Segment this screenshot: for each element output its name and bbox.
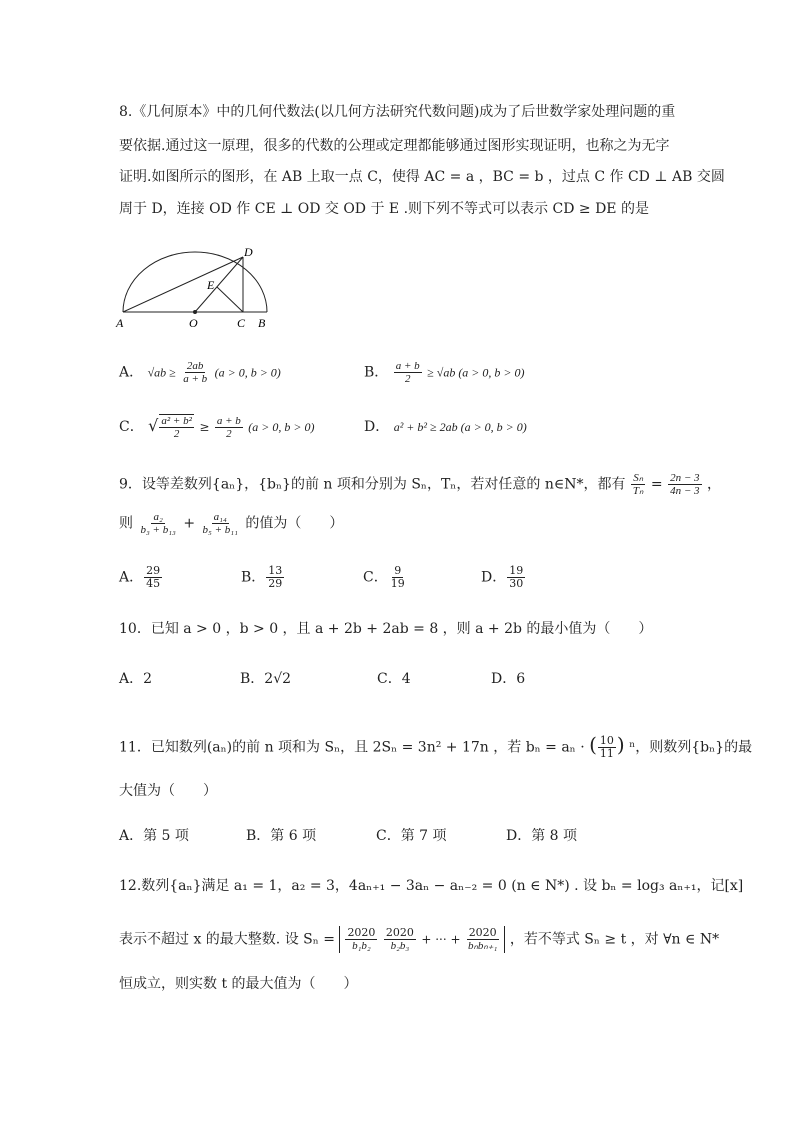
q9-option-b[interactable] xyxy=(241,565,285,590)
q12-term-1: $\frac{2020}{\text{b₁b₂}}$ xyxy=(347,926,376,952)
q8-line-2: 要依据.通过这一原理，很多的代数的公理或定理都能够通过图形实现证明，也称之为无字 xyxy=(119,138,670,154)
q10-option-d[interactable] xyxy=(491,670,525,688)
option-label: C． xyxy=(377,671,402,687)
segment-od xyxy=(195,257,243,312)
option-label: A． xyxy=(119,671,144,687)
option-label: B． xyxy=(364,364,389,381)
label-b: B xyxy=(258,316,266,330)
q11-option-c[interactable]: C．第 7 项 xyxy=(376,828,447,844)
q8-option-d[interactable] xyxy=(364,418,527,436)
q8-line-3: 证明.如图所示的图形，在 AB 上取一点 C，使得 AC = a ，BC = b ，过点 C 作 CD ⊥ AB 交圆 xyxy=(119,169,725,185)
option-a-fraction: $\frac{2ab}{a + b}$ xyxy=(183,360,208,385)
q8-option-b[interactable] xyxy=(364,360,525,385)
q9-equals: = xyxy=(650,476,663,493)
q9-term-1: $\frac{\text{a₂}}{\text{b₃ + b₁₃}}$ xyxy=(140,511,176,536)
q11-option-b[interactable]: B．第 6 项 xyxy=(246,828,317,844)
q11-option-a[interactable]: A．第 5 项 xyxy=(119,828,189,844)
option-label: C． xyxy=(119,419,144,435)
q9-option-d[interactable] xyxy=(481,565,526,590)
segment-ce xyxy=(217,287,243,312)
semicircle-arc xyxy=(123,252,267,312)
option-fraction: $\frac{29}{45}$ xyxy=(146,564,161,590)
q12-dots: + ··· + xyxy=(421,932,461,947)
option-c-fraction: $\frac{a + b}{2}$ xyxy=(216,414,241,440)
paren-close: ) xyxy=(616,732,625,757)
option-a-condition: (a > 0, b > 0) xyxy=(214,365,281,380)
option-value: 4 xyxy=(401,671,411,687)
q9-option-c[interactable] xyxy=(363,565,408,590)
option-label: B． xyxy=(240,671,265,687)
q8-option-c[interactable] xyxy=(119,414,314,440)
option-a-left: √ab ≥ xyxy=(147,365,176,380)
q9-term-2: $\frac{\text{a₁₄}}{\text{b₅ + b₁₁}}$ xyxy=(202,511,238,536)
q9-line-2 xyxy=(119,511,343,536)
option-c-ge: ≥ xyxy=(199,420,210,434)
label-e: E xyxy=(207,278,215,292)
option-label: D． xyxy=(491,671,517,687)
option-value: 2√2 xyxy=(264,671,292,687)
option-fraction: $\frac{19}{30}$ xyxy=(509,564,524,590)
segment-ad xyxy=(123,257,243,312)
q11-stem-end: ⁿ，则数列{bₙ}的最 xyxy=(629,739,753,756)
q10-option-b[interactable] xyxy=(240,670,291,688)
q12-line-2 xyxy=(119,926,719,953)
option-c-radicand: $\frac{\text{a² + b²}}{2}$ xyxy=(161,415,192,440)
q9-line-1 xyxy=(119,472,721,497)
option-label: D． xyxy=(364,419,390,435)
q10-option-c[interactable] xyxy=(377,670,411,688)
q9-plus: + xyxy=(183,515,196,532)
option-label: D． xyxy=(481,569,507,586)
q9-stem: 9．设等差数列{aₙ}，{bₙ}的前 n 项和分别为 Sₙ，Tₙ，若对任意的 n∈N*，都有 xyxy=(119,476,626,493)
label-c: C xyxy=(237,316,246,330)
q8-geometry-figure xyxy=(112,244,282,336)
option-c-condition: (a > 0, b > 0) xyxy=(248,420,315,434)
option-label: A． xyxy=(119,569,144,586)
option-fraction: $\frac{9}{19}$ xyxy=(390,564,405,590)
center-point-o xyxy=(193,310,197,314)
q8-line-4: 周于 D，连接 OD 作 CE ⊥ OD 交 OD 于 E .则下列不等式可以表示 CD ≥ DE 的是 xyxy=(119,201,649,217)
q12-line-3: 恒成立，则实数 t 的最大值为（ ） xyxy=(119,976,358,992)
q9-then: 则 xyxy=(119,515,133,532)
option-value: 6 xyxy=(516,671,526,687)
q10-stem: 10．已知 a > 0 ，b > 0 ，且 a + 2b + 2ab = 8 ，则 a + 2b 的最小值为（ ） xyxy=(119,621,653,637)
sqrt-icon: √ xyxy=(148,416,159,435)
q11-line-1 xyxy=(119,732,753,760)
option-b-fraction: $\frac{a + b}{2}$ xyxy=(395,360,420,385)
option-label: C． xyxy=(363,569,388,586)
q12-floor-bracket xyxy=(339,926,505,953)
option-label: B． xyxy=(241,569,266,586)
label-d: D xyxy=(244,245,253,259)
q12-line-1: 12.数列{aₙ}满足 a₁ = 1，a₂ = 3，4aₙ₊₁ − 3aₙ − aₙ₋₂ = 0 (n ∈ N*) . 设 bₙ = log₃ aₙ₊₁，记[x] xyxy=(119,878,744,894)
option-b-right: ≥ √ab (a > 0, b > 0) xyxy=(427,365,525,380)
q8-option-a[interactable] xyxy=(119,360,281,385)
option-label: A． xyxy=(119,364,144,381)
q9-question: 的值为（ ） xyxy=(245,515,344,532)
q12-stem-end: ，若不等式 Sₙ ≥ t ，对 ∀n ∈ N* xyxy=(509,931,720,948)
option-value: 2 xyxy=(143,671,153,687)
q9-option-a[interactable] xyxy=(119,565,163,590)
label-o: O xyxy=(189,316,198,330)
q11-fraction: $\frac{10}{11}$ xyxy=(599,734,614,760)
q9-comma: ， xyxy=(706,476,721,493)
q11-line-2: 大值为（ ） xyxy=(119,783,217,799)
label-a: A xyxy=(116,316,124,330)
q10-option-a[interactable] xyxy=(119,670,152,688)
q11-option-d[interactable]: D．第 8 项 xyxy=(506,828,578,844)
q8-line-1: 8.《几何原本》中的几何代数法(以几何方法研究代数问题)成为了后世数学家处理问题的重 xyxy=(119,104,676,120)
q12-term-3: $\frac{2020}{\text{bₙbₙ₊₁}}$ xyxy=(467,926,498,952)
q11-stem: 11．已知数列(aₙ)的前 n 项和为 Sₙ，且 2Sₙ = 3n² + 17n ，若 bₙ = aₙ · xyxy=(119,739,585,756)
q9-ratio-n: $\frac{2n - 3}{4n - 3}$ xyxy=(670,472,700,497)
q12-stem: 表示不超过 x 的最大整数. 设 Sₙ = xyxy=(119,931,335,948)
paren-open: ( xyxy=(589,732,597,757)
option-fraction: $\frac{13}{29}$ xyxy=(268,564,283,590)
option-d-text: a² + b² ≥ 2ab (a > 0, b > 0) xyxy=(393,420,527,434)
q12-term-2: $\frac{2020}{\text{b₂b₃}}$ xyxy=(385,926,414,952)
q9-ratio-st: $\frac{\text{Sₙ}}{\text{Tₙ}}$ xyxy=(632,472,644,497)
